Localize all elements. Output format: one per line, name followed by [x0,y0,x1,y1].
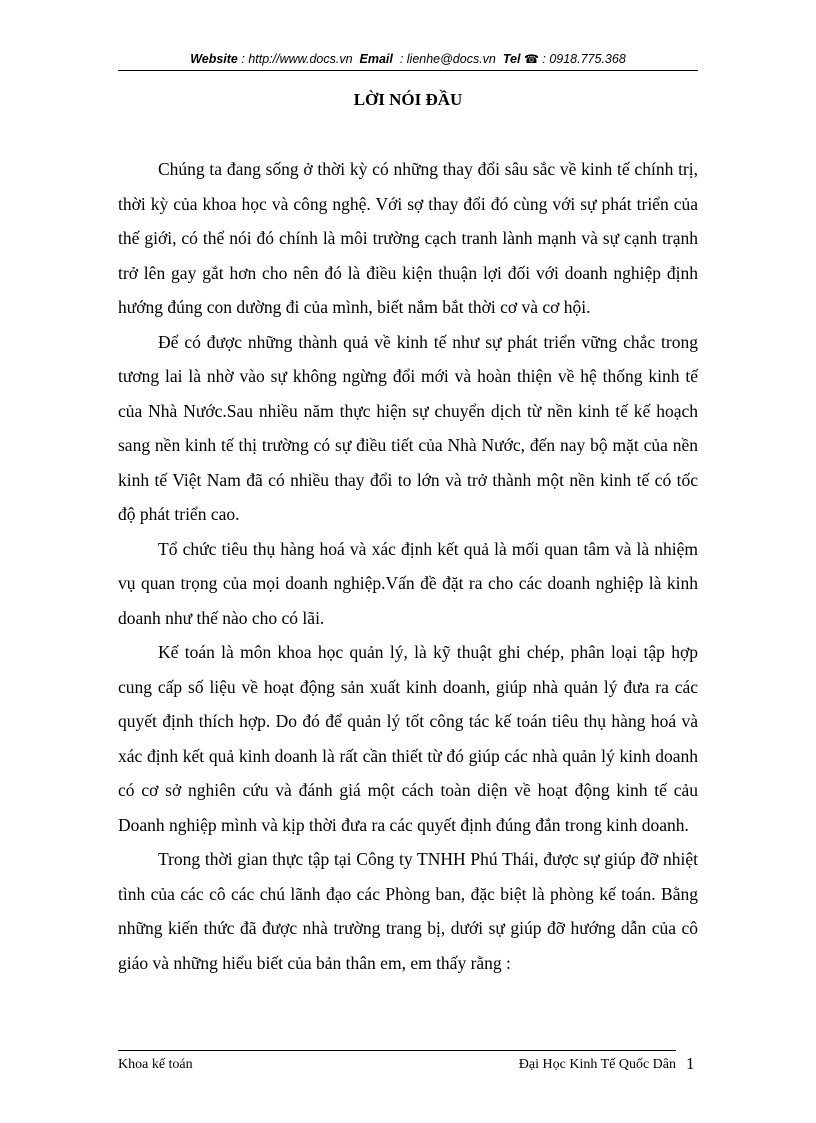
header-divider [118,70,698,71]
email-value: : lienhe@docs.vn [399,52,496,66]
website-label: Website [190,52,238,66]
email-label: Email [359,52,393,66]
paragraph: Trong thời gian thực tập tại Công ty TNHH Phú Thái, được sự giúp đỡ nhiệt tình của các cô các chú lãnh đạo các Phòng ban, đặc biệt là phòng kế toán. Bằng những kiến thức đã được nhà trường trang bị, dưới sự giúp đỡ hướng dẫn của cô giáo và những hiểu biết của bản thân em, em thấy rằng : [118,849,698,973]
page-number: 1 [686,1054,695,1073]
tel-value: : 0918.775.368 [542,52,626,66]
page-title: LỜI NÓI ĐẦU [353,90,463,109]
tel-label: Tel [502,52,521,66]
website-value: : http://www.docs.vn [241,52,353,66]
phone-icon: ☎ [523,52,539,66]
paragraph: Tổ chức tiêu thụ hàng hoá và xác định kết quả là mối quan tâm và là nhiệm vụ quan trọng của mọi doanh nghiệp.Vấn đề đặt ra cho các doanh nghiệp là kinh doanh như thế nào cho có lãi. [118,538,698,628]
page-header [118,50,698,68]
paragraph: Để có được những thành quả về kinh tế như sự phát triển vững chắc trong tương lai là nhờ vào sự không ngừng đổi mới và hoàn thiện về hệ thống kinh tế của Nhà Nước.Sau nhiều năm thực hiện sự chuyển dịch từ nền kinh tế kế hoạch sang nền kinh tế thị trường có sự điều tiết của Nhà Nước, đến nay bộ mặt của nền kinh tế Việt Nam đã có nhiều thay đổi to lớn và trở thành một nền kinh tế có tốc độ phát triển cao. [118,331,698,524]
footer-department: Khoa kế toán [118,1057,193,1072]
paragraph: Chúng ta đang sống ở thời kỳ có những thay đổi sâu sắc về kinh tế chính trị, thời kỳ của khoa học và công nghệ. Với sợ thay đổi đó cùng với sự phát triển của thế giới, có thể nói đó chính là môi trường cạch tranh lành mạnh và sự cạnh trạnh trở lên gay gắt hơn cho nên đó là điều kiện thuận lợi đối với doanh nghiệp định hướng đúng con dường đi của mình, biết nắm bắt thời cơ và cơ hội. [118,159,698,317]
paragraph: Kế toán là môn khoa học quản lý, là kỹ thuật ghi chép, phân loại tập hợp cung cấp số liệu về hoạt động sản xuất kinh doanh, giúp nhà quản lý đưa ra các quyết định thích hợp. Do đó để quản lý tốt công tác kế toán tiêu thụ hàng hoá và xác định kết quả kinh doanh là rất cần thiết từ đó giúp các nhà quản lý kinh doanh có cơ sở nghiên cứu và đánh giá một cách toàn diện về hoạt động kinh tế cảu Doanh nghiệp mình và kịp thời đưa ra các quyết định đúng đắn trong kinh doanh. [118,642,698,835]
footer-university: Đại Học Kinh Tế Quốc Dân [518,1057,676,1072]
footer-divider [118,1050,676,1051]
document-body [118,152,698,980]
